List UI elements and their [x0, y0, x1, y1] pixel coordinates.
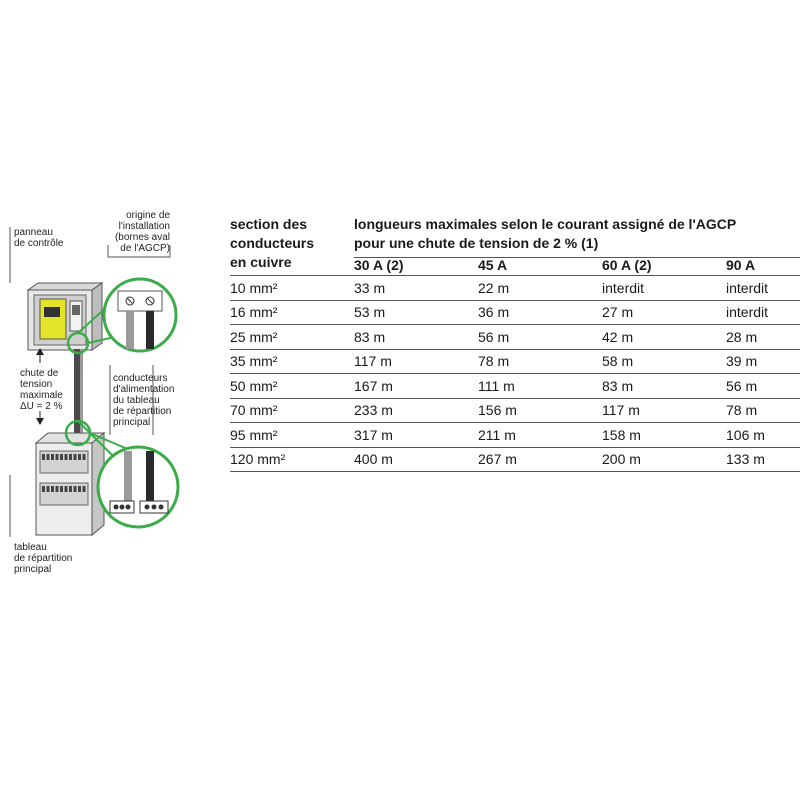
row-header: section des conducteurs en cuivre — [230, 216, 315, 270]
column-header: 30 A (2) — [354, 255, 478, 276]
column-header: 60 A (2) — [602, 255, 726, 276]
table-row — [230, 276, 800, 301]
cell-length: 83 m — [354, 325, 478, 350]
cell-length: 211 m — [478, 423, 602, 448]
cell-length: interdit — [602, 276, 726, 301]
cell-length: 117 m — [354, 349, 478, 374]
cell-length: 53 m — [354, 300, 478, 325]
distribution-board — [36, 433, 104, 535]
cell-length: 156 m — [478, 398, 602, 423]
cell-section: 95 mm² — [230, 423, 354, 448]
control-panel — [28, 283, 102, 350]
cell-section: 50 mm² — [230, 374, 354, 399]
cell-length: 158 m — [602, 423, 726, 448]
data-table — [230, 255, 800, 472]
cell-section: 70 mm² — [230, 398, 354, 423]
cell-length: 56 m — [478, 325, 602, 350]
column-header-row — [230, 255, 800, 276]
cell-length: 78 m — [726, 398, 800, 423]
cell-length: 58 m — [602, 349, 726, 374]
column-header-blank — [230, 255, 354, 276]
cell-length: 400 m — [354, 447, 478, 472]
cell-section: 10 mm² — [230, 276, 354, 301]
table-row — [230, 325, 800, 350]
label-tableau: tableau de répartition principal — [14, 542, 73, 575]
cell-section: 120 mm² — [230, 447, 354, 472]
cell-section: 35 mm² — [230, 349, 354, 374]
table-row — [230, 423, 800, 448]
column-header: 45 A — [478, 255, 602, 276]
zoom-detail-board — [98, 447, 178, 527]
cell-length: 22 m — [478, 276, 602, 301]
cell-length: interdit — [726, 300, 800, 325]
table-row — [230, 349, 800, 374]
cell-length: 27 m — [602, 300, 726, 325]
label-origine: origine de l'installation (bornes aval de l'AGCP) — [114, 210, 170, 254]
cell-length: 28 m — [726, 325, 800, 350]
label-conducteurs: conducteurs d'alimentation du tableau de répartition principal — [113, 373, 175, 428]
cell-length: 78 m — [478, 349, 602, 374]
cell-section: 25 mm² — [230, 325, 354, 350]
cell-length: interdit — [726, 276, 800, 301]
table-row — [230, 300, 800, 325]
cell-length: 200 m — [602, 447, 726, 472]
cell-length: 33 m — [354, 276, 478, 301]
cell-length: 267 m — [478, 447, 602, 472]
cell-length: 39 m — [726, 349, 800, 374]
table-row — [230, 374, 800, 399]
table-row — [230, 447, 800, 472]
meter-yellow — [40, 299, 66, 339]
cell-length: 42 m — [602, 325, 726, 350]
cell-length: 56 m — [726, 374, 800, 399]
cell-section: 16 mm² — [230, 300, 354, 325]
cell-length: 36 m — [478, 300, 602, 325]
cell-length: 117 m — [602, 398, 726, 423]
cell-length: 83 m — [602, 374, 726, 399]
zoom-detail-origin — [104, 279, 176, 351]
cell-length: 111 m — [478, 374, 602, 399]
table-row — [230, 398, 800, 423]
cell-length: 133 m — [726, 447, 800, 472]
group-header: longueurs maximales selon le courant assigné de l'AGCP pour une chute de tension de 2 % (1) — [354, 216, 737, 251]
cell-length: 317 m — [354, 423, 478, 448]
label-panneau: panneau de contrôle — [14, 227, 64, 249]
cell-length: 106 m — [726, 423, 800, 448]
installation-diagram — [0, 210, 230, 590]
label-chute: chute de tension maximale ΔU = 2 % — [20, 368, 63, 412]
column-header: 90 A — [726, 255, 800, 276]
cell-length: 233 m — [354, 398, 478, 423]
cell-length: 167 m — [354, 374, 478, 399]
